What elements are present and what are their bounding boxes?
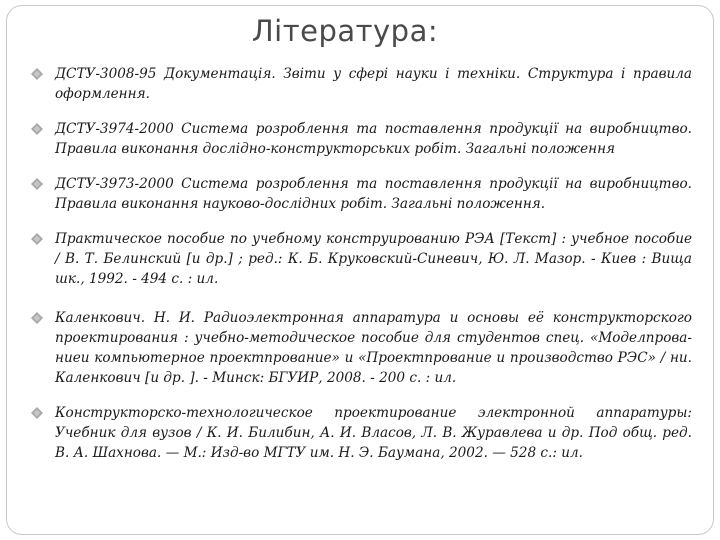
reference-text: Практическое пособие по учебному конструированию РЭА [Текст] : учебное пособие / В. Т. Белинский [и др.] ; ред.: К. Б. Круковский-Синевич, Ю. Л. Мазор. - Киев : Вища шк., 1992. - 494 с. : ил. xyxy=(55,231,692,287)
diamond-bullet-icon xyxy=(30,177,44,191)
diamond-bullet-icon xyxy=(30,406,44,420)
reference-item xyxy=(30,229,692,289)
reference-text: Каленкович. Н. И. Радиоэлектронная аппаратура и основы её конструкторского проектирования : учебно-методическое пособие для студентов спец. «Моделпрова-ниеи компьютерное проектпрование» и «Проектпрование и производство РЭС» / ни. Каленкович [и др. ]. - Минск: БГУИР, 2008. - 200 с. : ил. xyxy=(55,310,692,386)
reference-item xyxy=(30,403,692,463)
slide-title: Література: xyxy=(251,14,439,48)
reference-text: ДСТУ-3973-2000 Система розроблення та поставлення продукції на виробництво. Правила виконання науково-дослідних робіт. Загальні положення. xyxy=(55,176,692,212)
diamond-bullet-icon xyxy=(30,311,44,325)
reference-text: ДСТУ-3974-2000 Система розроблення та поставлення продукції на виробництво. Правила виконання дослідно-конструкторських робіт. Загальні положення xyxy=(55,121,692,157)
diamond-bullet-icon xyxy=(30,232,44,246)
reference-item xyxy=(30,308,692,388)
diamond-bullet-icon xyxy=(30,67,44,81)
diamond-bullet-icon xyxy=(30,122,44,136)
reference-text: ДСТУ-3008-95 Документація. Звіти у сфері науки і техніки. Структура і правила оформлення. xyxy=(55,66,692,102)
reference-item xyxy=(30,119,692,159)
reference-item xyxy=(30,174,692,214)
reference-item xyxy=(30,64,692,104)
reference-text: Конструкторско-технологическое проектирование электронной аппаратуры: Учебник для вузов / К. И. Билибин, А. И. Власов, Л. В. Журавлева и др. Под общ. ред. В. А. Шахнова. — М.: Изд-во МГТУ им. Н. Э. Баумана, 2002. — 528 с.: ил. xyxy=(55,405,692,461)
reference-list xyxy=(30,64,692,478)
